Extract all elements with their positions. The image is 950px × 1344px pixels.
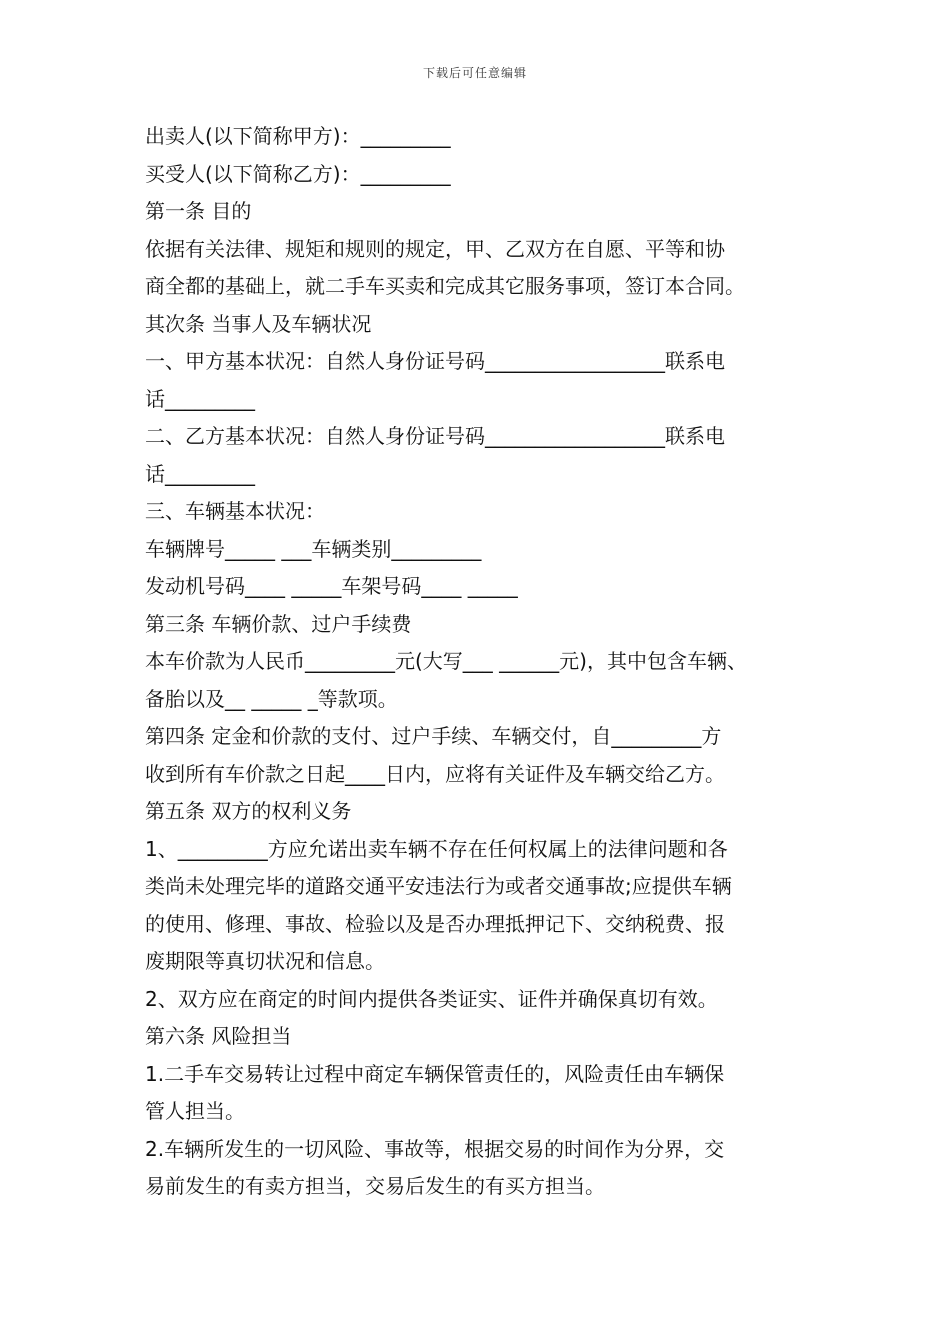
document-body [145,118,825,1206]
article-1-text-line-1: 依据有关法律、规矩和规则的规定，甲、乙双方在自愿、平等和协 [145,236,725,261]
article-2-heading: 其次条 当事人及车辆状况 [145,311,372,336]
article-6-heading: 第六条 风险担当 [145,1024,292,1048]
price-line-1: 本车价款为人民币_________元(大写___ ______元)，其中包含车辆、 [145,649,747,673]
price-line-2: 备胎以及__ _____ _等款项。 [145,686,398,711]
article-5-item-2: 2、双方应在商定的时间内提供各类证实、证件并确保真切有效。 [145,986,718,1011]
article-5-item-1-line-3: 的使用、修理、事故、检验以及是否办理抵押记下、交纳税费、报 [145,911,725,936]
vehicle-info-heading: 三、车辆基本状况： [145,499,325,523]
article-6-item-2-line-2: 易前发生的有卖方担当，交易后发生的有买方担当。 [145,1174,605,1198]
article-1-text-line-2: 商全都的基础上，就二手车买卖和完成其它服务事项，签订本合同。 [145,274,745,298]
article-3-heading: 第三条 车辆价款、过户手续费 [145,611,412,636]
seller-line: 出卖人(以下简称甲方)：_________ [145,124,451,148]
article-5-item-1-line-2: 类尚未处理完毕的道路交通平安违法行为或者交通事故;应提供车辆 [145,874,732,898]
engine-frame-line: 发动机号码____ _____车架号码____ _____ [145,574,518,598]
article-5-item-1-line-1: 1、_________方应允诺出卖车辆不存在任何权属上的法律问题和各 [145,836,728,861]
article-5-heading: 第五条 双方的权利义务 [145,799,352,823]
vehicle-plate-line: 车辆牌号_____ ___车辆类别_________ [145,536,482,561]
party-b-info-line-1: 二、乙方基本状况：自然人身份证号码__________________联系电 [145,424,725,448]
article-6-item-1-line-1: 1.二手车交易转让过程中商定车辆保管责任的，风险责任由车辆保 [145,1061,725,1086]
article-5-item-1-line-4: 废期限等真切状况和信息。 [145,949,385,973]
party-a-info-line-2: 话_________ [145,386,255,411]
article-4-line-1: 第四条 定金和价款的支付、过户手续、车辆交付，自_________方 [145,724,722,748]
page-header: 下载后可任意编辑 [422,66,527,80]
article-4-line-2: 收到所有车价款之日起____日内，应将有关证件及车辆交给乙方。 [145,761,725,786]
party-b-info-line-2: 话_________ [145,461,255,486]
buyer-line: 买受人(以下简称乙方)：_________ [145,161,451,186]
article-6-item-2-line-1: 2.车辆所发生的一切风险、事故等，根据交易的时间作为分界，交 [145,1136,725,1161]
party-a-info-line-1: 一、甲方基本状况：自然人身份证号码__________________联系电 [145,349,725,373]
article-1-heading: 第一条 目的 [145,199,252,223]
article-6-item-1-line-2: 管人担当。 [145,1099,245,1123]
